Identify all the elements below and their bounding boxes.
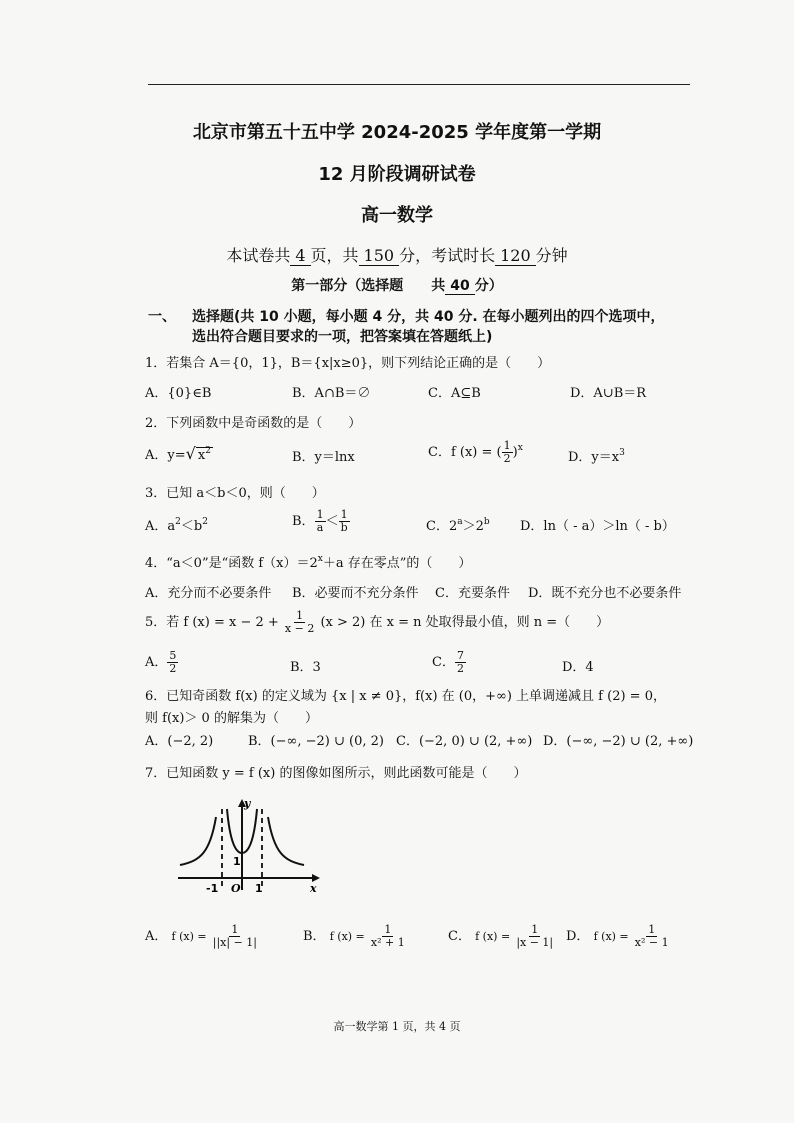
curve-right-branch: [268, 817, 304, 865]
question-7-option-c: C． f (x) = $\frac{1}{|x - 1|}$: [448, 923, 554, 950]
question-5-stem: 5．若 f (x) = x − 2 + $\frac{1}{x - 2}$ (x > 2) 在 x = n 处取得最小值，则 n =（ ）: [145, 609, 610, 636]
question-1-stem: 1．若集合 A＝{0，1}，B＝{x|x≥0}，则下列结论正确的是（ ）: [145, 356, 551, 371]
exam-title-subject: 高一数学: [361, 205, 433, 226]
question-6-option-a: A．(−2, 2): [145, 734, 214, 749]
exam-title-name: 12 月阶段调研试卷: [318, 164, 476, 185]
question-5-option-d: D．4: [562, 660, 594, 675]
origin-label: O: [231, 882, 241, 895]
question-1-option-a: A．{0}∈B: [145, 386, 212, 401]
question-1-option-d: D．A∪B＝R: [570, 386, 647, 401]
exam-title-school: 北京市第五十五中学 2024-2025 学年度第一学期: [192, 122, 602, 143]
question-3-option-c: C．$2^a>2^b$: [426, 517, 490, 534]
section-instructions-line1: 选择题(共 10 小题，每小题 4 分，共 40 分. 在每小题列出的四个选项中，: [192, 309, 665, 325]
question-4-option-c: C．充要条件: [435, 586, 510, 601]
question-7-option-b: B． f (x) = $\frac{1}{\text{x² + 1}}$: [303, 923, 405, 950]
tick-label-neg1: -1: [206, 882, 219, 895]
question-7-option-d: D． f (x) = $\frac{1}{\text{x² − 1}}$: [566, 923, 669, 950]
page-footer: 高一数学第 1 页，共 4 页: [333, 1020, 461, 1033]
question-4-option-d: D．既不充分也不必要条件: [528, 586, 682, 601]
exam-info: 本试卷共 4 页，共 150 分，考试时长 120 分钟: [226, 246, 568, 265]
question-7-stem: 7．已知函数 y = f (x) 的图像如图所示，则此函数可能是（ ）: [145, 766, 527, 781]
question-1-option-b: B．A∩B＝∅: [292, 386, 371, 401]
tick-label-1: 1: [255, 882, 263, 895]
question-4-stem: 4．“a＜0”是“函数 $f(x)=2^x+a$ 存在零点”的（ ）: [145, 554, 472, 571]
y-axis-label: y: [244, 797, 251, 810]
x-axis-arrow-icon: [312, 874, 320, 882]
question-6-stem-line2: 则 f(x)＞ 0 的解集为（ ）: [145, 711, 318, 726]
sqrt-icon: √: [185, 444, 196, 463]
question-4-option-a: A．充分而不必要条件: [145, 586, 272, 601]
question-4-option-b: B．必要而不充分条件: [292, 586, 419, 601]
section-number: 一、: [148, 309, 176, 325]
total-score: 150: [359, 247, 400, 266]
question-6-option-d: D．(−∞, −2) ∪ (2, +∞): [543, 734, 694, 749]
question-1-option-c: C．A⊆B: [428, 386, 481, 401]
question-6-stem-line1: 6．已知奇函数 f(x) 的定义域为 {x | x ≠ 0}，f(x) 在 (0，+∞) 上单调递减且 f (2) = 0，: [145, 689, 666, 704]
question-3-option-a: A．$a^2<b^2$: [145, 517, 208, 534]
question-2-option-a: A．y=√ $x^2$: [145, 444, 211, 463]
question-6-option-b: B．(−∞, −2) ∪ (0, 2): [248, 734, 384, 749]
question-2-option-d: D．$y=x^3$: [568, 448, 625, 465]
question-3-stem: 3．已知 a＜b＜0，则（ ）: [145, 486, 325, 501]
question-5-option-c: C． $\frac{7}{2}$: [432, 649, 464, 676]
exam-duration: 120: [495, 247, 536, 266]
section-instructions-line2: 选出符合题目要求的一项，把答案填在答题纸上): [192, 329, 493, 345]
curve-left-branch: [180, 817, 216, 865]
question-2-option-c: C．f (x) = ( $\frac{1}{2}$ )$^x$: [428, 439, 523, 466]
y-tick-label-1: 1: [233, 855, 241, 868]
question-6-option-c: C．(−2, 0) ∪ (2, +∞): [396, 734, 533, 749]
question-5-option-b: B．3: [290, 660, 321, 675]
page-count: 4: [290, 247, 310, 266]
question-5-option-a: A． $\frac{5}{2}$: [145, 649, 177, 676]
x-axis-label: x: [310, 882, 317, 895]
function-graph: [170, 795, 330, 895]
top-rule: [148, 84, 690, 85]
part-one-heading: 第一部分（选择题 共 40 分）: [291, 278, 503, 294]
question-3-option-d: D．ln（ - a）＞ln（ - b）: [520, 519, 675, 534]
question-2-option-b: B．y＝lnx: [292, 450, 355, 465]
question-2-stem: 2．下列函数中是奇函数的是（ ）: [145, 416, 362, 431]
question-7-option-a: A． f (x) = $\frac{1}{||x| - 1|}$: [145, 923, 257, 950]
question-3-option-b: B． $\frac{1}{a}$ ＜ $\frac{1}{b}$: [292, 508, 348, 535]
